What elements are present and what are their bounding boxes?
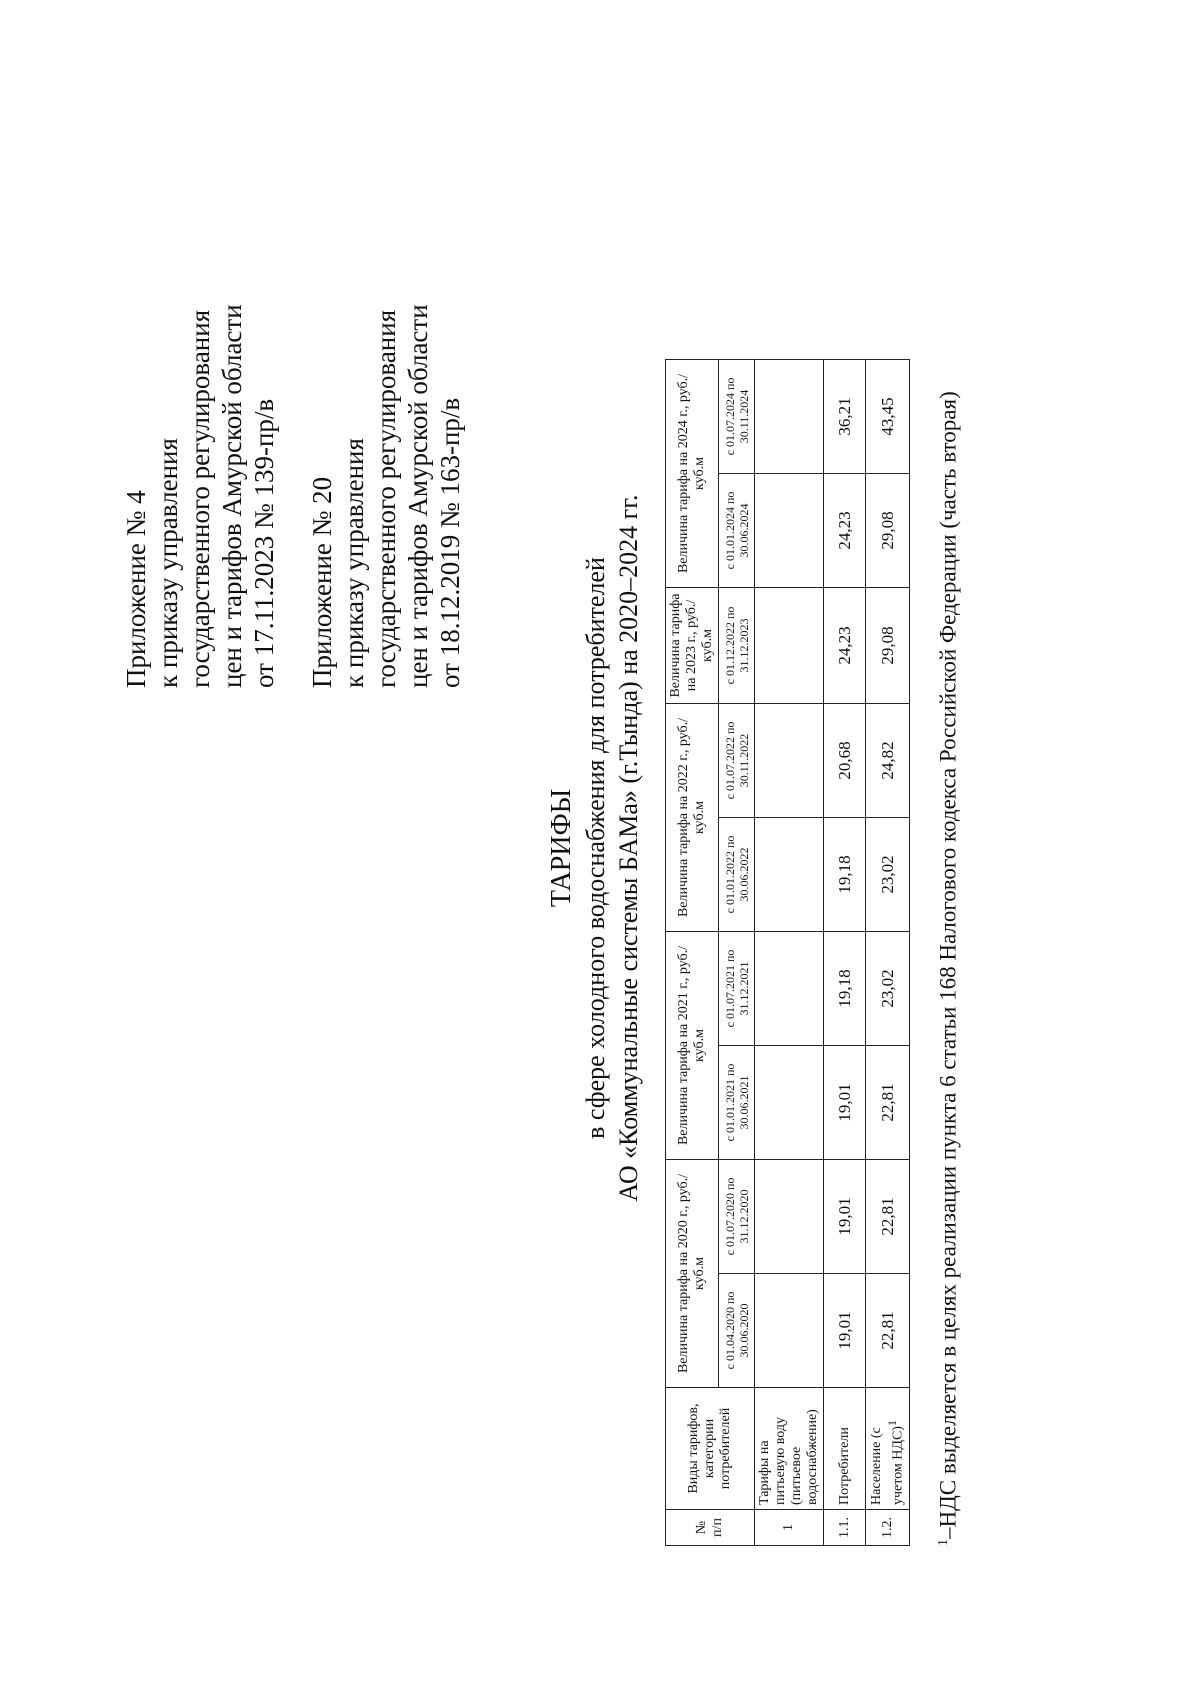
value-cell: 29,08 [866,588,910,704]
value-cell [755,1046,824,1160]
appendix-line: государственного регулирования [185,309,215,688]
row-name: Потребители [824,1388,866,1510]
header-row-periods [719,360,755,1546]
value-cell: 36,21 [824,360,866,474]
header-row-groups [666,360,719,1546]
title-main: ТАРИФЫ [546,788,577,908]
row-num: 1.1. [824,1510,866,1546]
row-name-text: Население (с учетом НДС) [868,1426,906,1505]
appendix-line: цен и тарифов Амурской области [217,304,247,688]
table-row [755,360,824,1546]
period-header: с 01.07.2022 по 30.11.2022 [719,704,755,818]
row-num: 1.2. [866,1510,910,1546]
value-cell: 24,23 [824,474,866,588]
value-cell [755,474,824,588]
footnote-number: 1 [936,1539,951,1546]
value-cell: 23,02 [866,932,910,1046]
value-cell: 19,18 [824,932,866,1046]
document-title [545,60,645,1636]
header-group-2024: Величина тарифа на 2024 г., руб./куб.м [666,360,719,588]
value-cell: 22,81 [866,1160,910,1274]
value-cell: 29,08 [866,474,910,588]
table-row [866,360,910,1546]
appendix-current-block [120,304,280,688]
appendix-line: Приложение № 20 [307,476,337,688]
row-name [866,1388,910,1510]
period-header: с 01.01.2021 по 30.06.2021 [719,1046,755,1160]
period-header: с 01.01.2022 по 30.06.2022 [719,818,755,932]
appendix-original-block [306,304,466,688]
row-name: Тарифы на питьевую воду (питьевое водоснабжение) [755,1388,824,1510]
value-cell [755,360,824,474]
appendix-line: к приказу управления [153,438,183,688]
row-num: 1 [755,1510,824,1546]
appendix-line: Приложение № 4 [121,490,151,688]
value-cell [755,1160,824,1274]
value-cell: 22,81 [866,1274,910,1388]
period-header: с 01.07.2020 по 31.12.2020 [719,1160,755,1274]
footnote-mark: 1 [885,1420,899,1427]
header-group-2020: Величина тарифа на 2020 г., руб./куб.м [666,1160,719,1388]
appendix-line: цен и тарифов Амурской области [403,304,433,688]
value-cell: 19,01 [824,1046,866,1160]
appendix-line: к приказу управления [339,438,369,688]
value-cell [755,1274,824,1388]
value-cell: 19,18 [824,818,866,932]
header-num: № п/п [666,1510,755,1546]
period-header: с 01.07.2021 по 31.12.2021 [719,932,755,1046]
appendix-line: государственного регулирования [371,309,401,688]
value-cell [755,588,824,704]
value-cell: 19,01 [824,1160,866,1274]
value-cell: 19,01 [824,1274,866,1388]
value-cell: 23,02 [866,818,910,932]
header-group-2022: Величина тарифа на 2022 г., руб./куб.м [666,704,719,932]
footnote-text: –НДС выделяется в целях реализации пункта 6 статьи 168 Налогового кодекса Российской Федерации (часть вторая) [935,391,961,1539]
value-cell: 20,68 [824,704,866,818]
appendix-line: от 17.11.2023 № 139-пр/в [249,398,279,688]
period-header: с 01.04.2020 по 30.06.2020 [719,1274,755,1388]
value-cell: 43,45 [866,360,910,474]
period-header: с 01.07.2024 по 30.11.2024 [719,360,755,474]
period-header: с 01.12.2022 по 31.12.2023 [719,588,755,704]
footnote [930,391,963,1546]
value-cell [755,704,824,818]
value-cell: 24,23 [824,588,866,704]
value-cell: 22,81 [866,1046,910,1160]
table-row [824,360,866,1546]
value-cell [755,818,824,932]
header-group-2021: Величина тарифа на 2021 г., руб./куб.м [666,932,719,1160]
tariff-table [665,359,910,1546]
title-line-1: в сфере холодного водоснабжения для потребителей [581,557,610,1139]
period-header: с 01.01.2024 по 30.06.2024 [719,474,755,588]
header-group-2023: Величина тарифа на 2023 г., руб./куб.м [666,588,719,704]
appendix-line: от 18.12.2019 № 163-пр/в [435,397,465,688]
title-line-2: АО «Коммунальные системы БАМа» (г.Тында) на 2020–2024 гг. [614,494,643,1202]
value-cell: 24,82 [866,704,910,818]
value-cell [755,932,824,1046]
header-kind: Виды тарифов, категории потребителей [666,1388,755,1510]
